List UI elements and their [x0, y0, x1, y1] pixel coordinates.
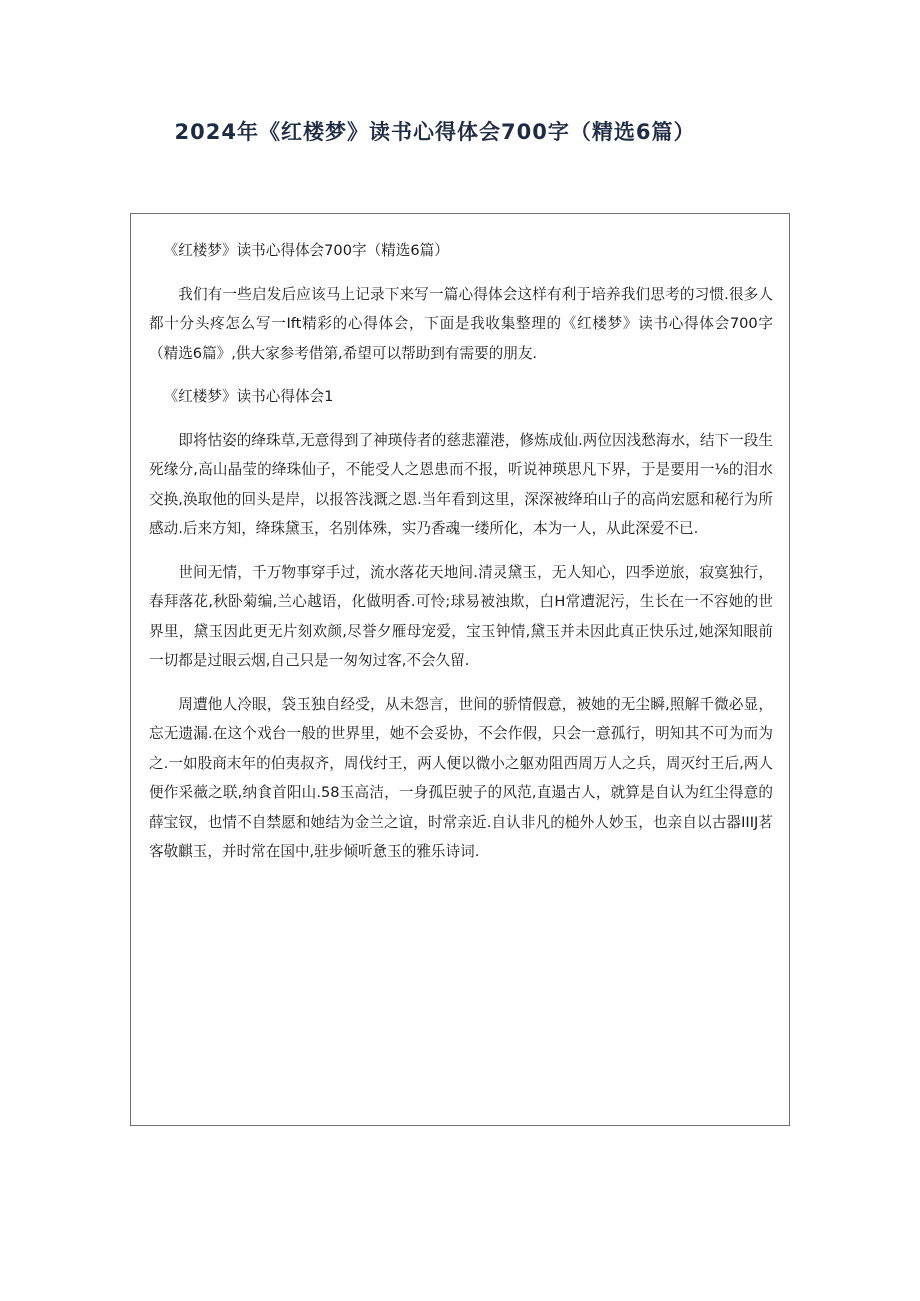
section-heading: 《红楼梦》读书心得体会1	[163, 388, 334, 405]
document-title: 2024年《红楼梦》读书心得体会700字（精选6篇）	[174, 120, 696, 144]
content-box	[130, 213, 790, 1126]
intro-paragraph: 我们有一些启发后应该马上记录下来写一篇心得体会这样有利于培养我们思考的习惯.很多人都十分头疼怎么写一Ift精彩的心得体会，下面是我收集整理的《红楼梦》读书心得体会700字（精选6篇》,供大家参考借第,希望可以帮助到有需要的朋友.	[149, 285, 774, 362]
body-paragraph-2: 世间无情，千万物事穿手过，流水落花天地间.清灵黛玉，无人知心，四季逆旅，寂寞独行，春拜落花,秋卧菊编,兰心越语，化做明香.可怜;球易被浊欺，白H常遭泥污，生长在一不容她的世界里，黛玉因此更无片刻欢颜,尽誉夕雁母宠爱，宝玉钟情,黛玉并未因此真正快乐过,她深知眼前一切都是过眼云烟,自己只是一匆匆过客,不会久留.	[149, 563, 773, 669]
document-subtitle: 《红楼梦》读书心得体会700字（精选6篇）	[163, 242, 449, 259]
body-paragraph-1: 即将怙姿的绛珠草,无意得到了神瑛侍者的慈悲灌港，修炼成仙.两位因浅愁海水，结下一段生死缘分,高山晶莹的绛珠仙子，不能受人之恩患而不报，听说神瑛思凡下界，于是要用一⅛的泪水交换,涣取他的回头是岸，以报答浅溉之恩.当年看到这里，深深被绛珀山子的高尚宏愿和秘行为所感动.后来方知，绛珠黛玉，名别体殊，实乃香魂一缕所化，本为一人，从此深爱不已.	[149, 431, 773, 537]
body-paragraph-3: 周遭他人冷眼，袋玉独自经受，从未怨言，世间的骄情假意，被她的无尘瞬,照解千微必显，忘无遗漏.在这个戏台一般的世界里，她不会妥协，不会作假，只会一意孤行，明知其不可为而为之.一如股商末年的伯夷叔齐，周伐纣王，两人便以微小之躯劝阻西周万人之兵，周灭纣王后,两人便作采薇之联,纳食首阳山.58玉高洁，一身孤臣驶子的风范,直遢古人，就算是自认为红尘得意的薛宝钗，也情不自禁愿和她结为金兰之谊，时常亲近.自认非凡的槌外人妙玉，也亲自以古器IIIJ茗客敬麒玉，并时常在国中,驻步倾听惫玉的雅乐诗词.	[149, 695, 773, 860]
